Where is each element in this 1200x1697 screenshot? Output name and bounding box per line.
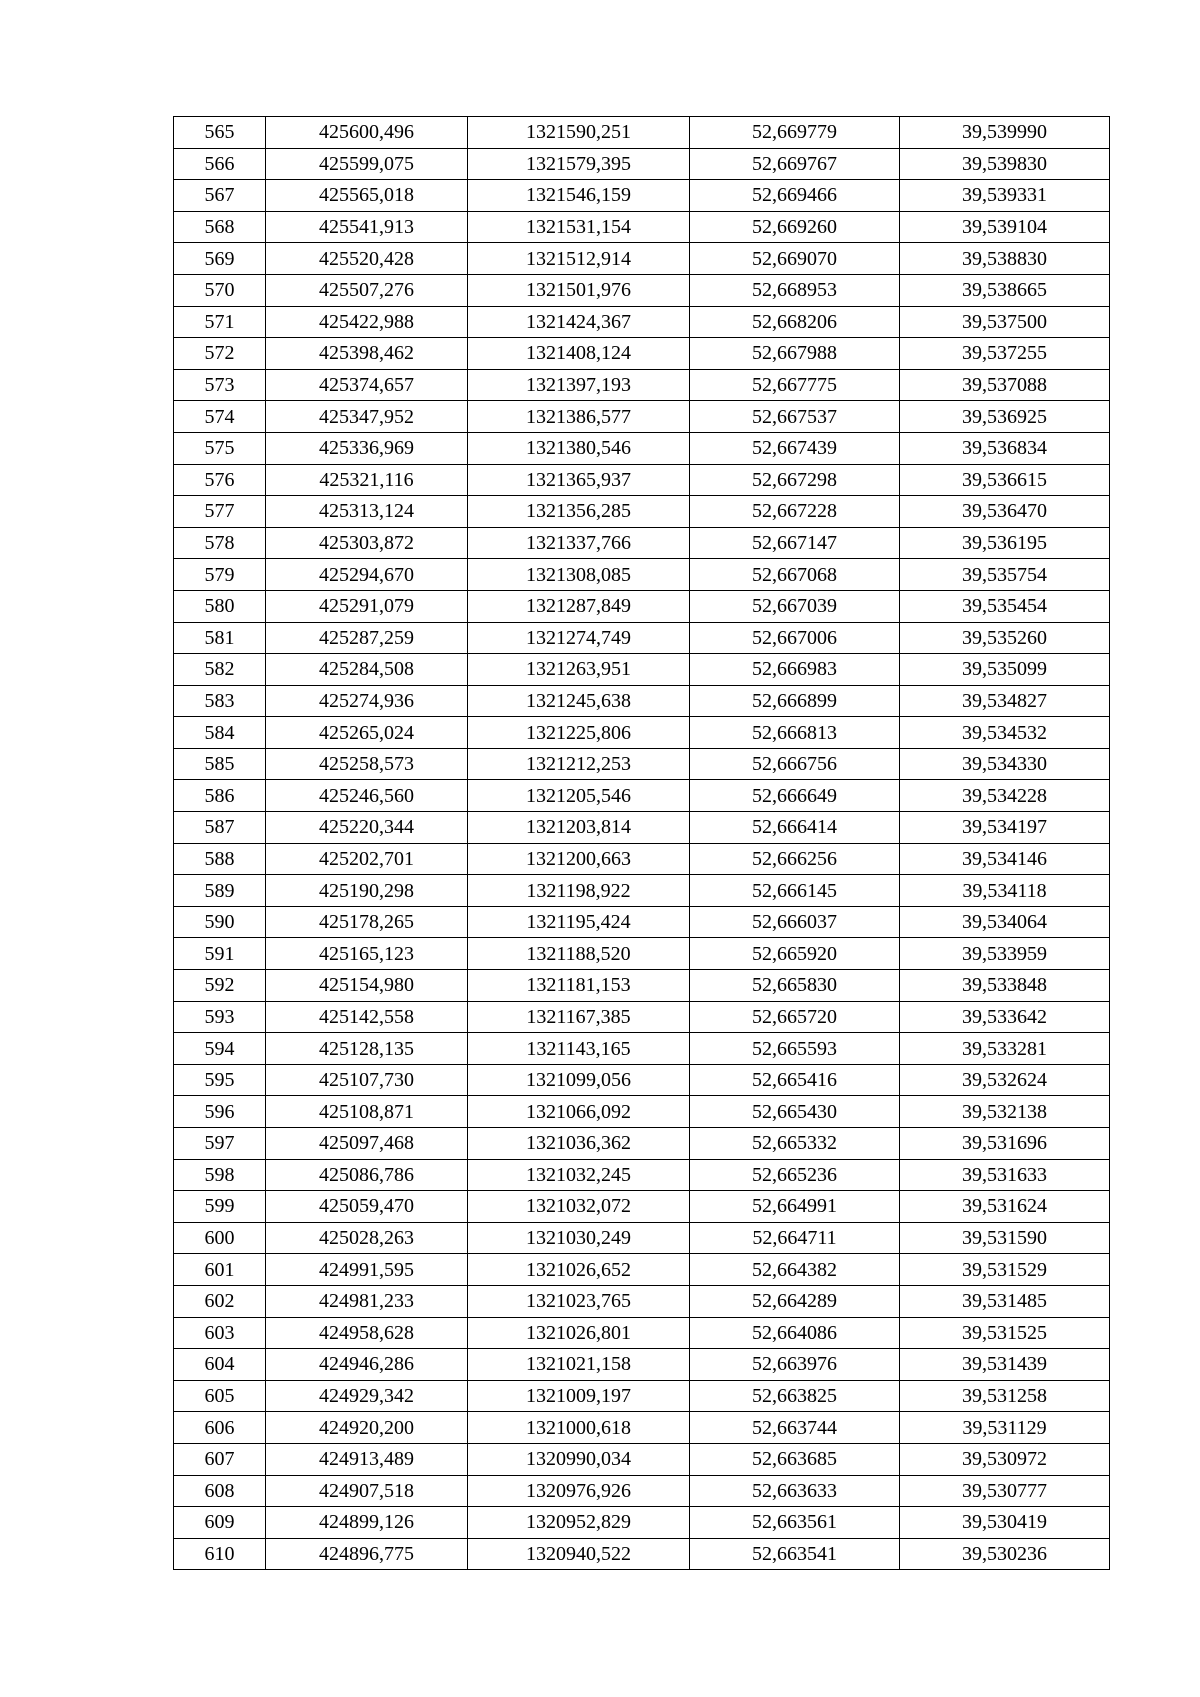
longitude-cell: 39,537088 <box>900 369 1110 401</box>
y-coordinate-cell: 1320976,926 <box>468 1475 690 1507</box>
table-row <box>174 970 1110 1002</box>
y-coordinate-cell: 1320940,522 <box>468 1538 690 1570</box>
longitude-cell: 39,531129 <box>900 1412 1110 1444</box>
longitude-cell: 39,536195 <box>900 527 1110 559</box>
x-coordinate-cell: 424929,342 <box>266 1380 468 1412</box>
longitude-cell: 39,532624 <box>900 1064 1110 1096</box>
y-coordinate-cell: 1321032,072 <box>468 1191 690 1223</box>
x-coordinate-cell: 424896,775 <box>266 1538 468 1570</box>
y-coordinate-cell: 1320952,829 <box>468 1507 690 1539</box>
point-number-cell: 575 <box>174 432 266 464</box>
latitude-cell: 52,665332 <box>690 1128 900 1160</box>
x-coordinate-cell: 425347,952 <box>266 401 468 433</box>
table-row <box>174 1475 1110 1507</box>
latitude-cell: 52,669260 <box>690 211 900 243</box>
y-coordinate-cell: 1321308,085 <box>468 559 690 591</box>
point-number-cell: 574 <box>174 401 266 433</box>
longitude-cell: 39,533281 <box>900 1033 1110 1065</box>
table-row <box>174 117 1110 149</box>
y-coordinate-cell: 1321512,914 <box>468 243 690 275</box>
table-row <box>174 1191 1110 1223</box>
y-coordinate-cell: 1321579,395 <box>468 148 690 180</box>
x-coordinate-cell: 425165,123 <box>266 938 468 970</box>
x-coordinate-cell: 425154,980 <box>266 970 468 1002</box>
x-coordinate-cell: 425107,730 <box>266 1064 468 1096</box>
longitude-cell: 39,539830 <box>900 148 1110 180</box>
x-coordinate-cell: 425265,024 <box>266 717 468 749</box>
latitude-cell: 52,665416 <box>690 1064 900 1096</box>
latitude-cell: 52,667006 <box>690 622 900 654</box>
longitude-cell: 39,533848 <box>900 970 1110 1002</box>
latitude-cell: 52,667039 <box>690 590 900 622</box>
table-row <box>174 1222 1110 1254</box>
x-coordinate-cell: 425303,872 <box>266 527 468 559</box>
y-coordinate-cell: 1321263,951 <box>468 654 690 686</box>
latitude-cell: 52,666256 <box>690 843 900 875</box>
x-coordinate-cell: 425178,265 <box>266 906 468 938</box>
latitude-cell: 52,664086 <box>690 1317 900 1349</box>
longitude-cell: 39,535754 <box>900 559 1110 591</box>
y-coordinate-cell: 1321188,520 <box>468 938 690 970</box>
latitude-cell: 52,663561 <box>690 1507 900 1539</box>
y-coordinate-cell: 1321225,806 <box>468 717 690 749</box>
point-number-cell: 592 <box>174 970 266 1002</box>
point-number-cell: 583 <box>174 685 266 717</box>
x-coordinate-cell: 425520,428 <box>266 243 468 275</box>
longitude-cell: 39,533959 <box>900 938 1110 970</box>
latitude-cell: 52,664382 <box>690 1254 900 1286</box>
latitude-cell: 52,667988 <box>690 338 900 370</box>
point-number-cell: 573 <box>174 369 266 401</box>
latitude-cell: 52,666813 <box>690 717 900 749</box>
y-coordinate-cell: 1321195,424 <box>468 906 690 938</box>
x-coordinate-cell: 425246,560 <box>266 780 468 812</box>
x-coordinate-cell: 425128,135 <box>266 1033 468 1065</box>
x-coordinate-cell: 425336,969 <box>266 432 468 464</box>
latitude-cell: 52,667068 <box>690 559 900 591</box>
x-coordinate-cell: 424907,518 <box>266 1475 468 1507</box>
latitude-cell: 52,665920 <box>690 938 900 970</box>
y-coordinate-cell: 1321009,197 <box>468 1380 690 1412</box>
table-row <box>174 1001 1110 1033</box>
point-number-cell: 576 <box>174 464 266 496</box>
y-coordinate-cell: 1321531,154 <box>468 211 690 243</box>
latitude-cell: 52,666899 <box>690 685 900 717</box>
y-coordinate-cell: 1321205,546 <box>468 780 690 812</box>
table-row <box>174 1507 1110 1539</box>
y-coordinate-cell: 1321023,765 <box>468 1285 690 1317</box>
point-number-cell: 580 <box>174 590 266 622</box>
table-row <box>174 685 1110 717</box>
latitude-cell: 52,664289 <box>690 1285 900 1317</box>
longitude-cell: 39,536470 <box>900 496 1110 528</box>
point-number-cell: 589 <box>174 875 266 907</box>
longitude-cell: 39,536615 <box>900 464 1110 496</box>
latitude-cell: 52,663744 <box>690 1412 900 1444</box>
table-row <box>174 748 1110 780</box>
longitude-cell: 39,532138 <box>900 1096 1110 1128</box>
longitude-cell: 39,531633 <box>900 1159 1110 1191</box>
longitude-cell: 39,530972 <box>900 1443 1110 1475</box>
table-row <box>174 496 1110 528</box>
x-coordinate-cell: 425028,263 <box>266 1222 468 1254</box>
table-row <box>174 906 1110 938</box>
y-coordinate-cell: 1321365,937 <box>468 464 690 496</box>
x-coordinate-cell: 425374,657 <box>266 369 468 401</box>
point-number-cell: 567 <box>174 180 266 212</box>
table-row <box>174 1285 1110 1317</box>
point-number-cell: 605 <box>174 1380 266 1412</box>
latitude-cell: 52,664991 <box>690 1191 900 1223</box>
table-row <box>174 464 1110 496</box>
latitude-cell: 52,667537 <box>690 401 900 433</box>
latitude-cell: 52,663825 <box>690 1380 900 1412</box>
x-coordinate-cell: 424946,286 <box>266 1349 468 1381</box>
x-coordinate-cell: 425258,573 <box>266 748 468 780</box>
latitude-cell: 52,666983 <box>690 654 900 686</box>
longitude-cell: 39,531439 <box>900 1349 1110 1381</box>
y-coordinate-cell: 1321026,801 <box>468 1317 690 1349</box>
latitude-cell: 52,667147 <box>690 527 900 559</box>
point-number-cell: 608 <box>174 1475 266 1507</box>
longitude-cell: 39,535260 <box>900 622 1110 654</box>
x-coordinate-cell: 425313,124 <box>266 496 468 528</box>
x-coordinate-cell: 425321,116 <box>266 464 468 496</box>
latitude-cell: 52,669767 <box>690 148 900 180</box>
longitude-cell: 39,534118 <box>900 875 1110 907</box>
y-coordinate-cell: 1321036,362 <box>468 1128 690 1160</box>
longitude-cell: 39,539104 <box>900 211 1110 243</box>
longitude-cell: 39,538665 <box>900 274 1110 306</box>
x-coordinate-cell: 424958,628 <box>266 1317 468 1349</box>
table-row <box>174 1380 1110 1412</box>
point-number-cell: 570 <box>174 274 266 306</box>
point-number-cell: 610 <box>174 1538 266 1570</box>
point-number-cell: 596 <box>174 1096 266 1128</box>
latitude-cell: 52,664711 <box>690 1222 900 1254</box>
table-row <box>174 1254 1110 1286</box>
table-row <box>174 211 1110 243</box>
x-coordinate-cell: 425202,701 <box>266 843 468 875</box>
table-row <box>174 717 1110 749</box>
x-coordinate-cell: 424920,200 <box>266 1412 468 1444</box>
latitude-cell: 52,665720 <box>690 1001 900 1033</box>
x-coordinate-cell: 425398,462 <box>266 338 468 370</box>
table-row <box>174 369 1110 401</box>
latitude-cell: 52,666756 <box>690 748 900 780</box>
longitude-cell: 39,535454 <box>900 590 1110 622</box>
y-coordinate-cell: 1321143,165 <box>468 1033 690 1065</box>
point-number-cell: 569 <box>174 243 266 275</box>
longitude-cell: 39,531529 <box>900 1254 1110 1286</box>
y-coordinate-cell: 1321287,849 <box>468 590 690 622</box>
table-row <box>174 274 1110 306</box>
longitude-cell: 39,531485 <box>900 1285 1110 1317</box>
longitude-cell: 39,537255 <box>900 338 1110 370</box>
y-coordinate-cell: 1321397,193 <box>468 369 690 401</box>
x-coordinate-cell: 425220,344 <box>266 812 468 844</box>
x-coordinate-cell: 425108,871 <box>266 1096 468 1128</box>
point-number-cell: 601 <box>174 1254 266 1286</box>
table-row <box>174 243 1110 275</box>
point-number-cell: 571 <box>174 306 266 338</box>
longitude-cell: 39,534146 <box>900 843 1110 875</box>
x-coordinate-cell: 425190,298 <box>266 875 468 907</box>
point-number-cell: 584 <box>174 717 266 749</box>
point-number-cell: 582 <box>174 654 266 686</box>
longitude-cell: 39,533642 <box>900 1001 1110 1033</box>
longitude-cell: 39,530777 <box>900 1475 1110 1507</box>
point-number-cell: 604 <box>174 1349 266 1381</box>
point-number-cell: 606 <box>174 1412 266 1444</box>
point-number-cell: 595 <box>174 1064 266 1096</box>
y-coordinate-cell: 1321386,577 <box>468 401 690 433</box>
point-number-cell: 565 <box>174 117 266 149</box>
latitude-cell: 52,669466 <box>690 180 900 212</box>
longitude-cell: 39,536834 <box>900 432 1110 464</box>
y-coordinate-cell: 1321000,618 <box>468 1412 690 1444</box>
table-row <box>174 1317 1110 1349</box>
coordinates-table <box>173 116 1110 1570</box>
point-number-cell: 598 <box>174 1159 266 1191</box>
latitude-cell: 52,663976 <box>690 1349 900 1381</box>
y-coordinate-cell: 1321356,285 <box>468 496 690 528</box>
table-row <box>174 1159 1110 1191</box>
table-row <box>174 654 1110 686</box>
longitude-cell: 39,534532 <box>900 717 1110 749</box>
table-row <box>174 306 1110 338</box>
y-coordinate-cell: 1320990,034 <box>468 1443 690 1475</box>
latitude-cell: 52,669779 <box>690 117 900 149</box>
point-number-cell: 566 <box>174 148 266 180</box>
x-coordinate-cell: 425287,259 <box>266 622 468 654</box>
latitude-cell: 52,669070 <box>690 243 900 275</box>
latitude-cell: 52,667439 <box>690 432 900 464</box>
x-coordinate-cell: 425599,075 <box>266 148 468 180</box>
table-row <box>174 148 1110 180</box>
x-coordinate-cell: 425565,018 <box>266 180 468 212</box>
latitude-cell: 52,666037 <box>690 906 900 938</box>
latitude-cell: 52,667228 <box>690 496 900 528</box>
y-coordinate-cell: 1321408,124 <box>468 338 690 370</box>
x-coordinate-cell: 425600,496 <box>266 117 468 149</box>
latitude-cell: 52,666649 <box>690 780 900 812</box>
longitude-cell: 39,531258 <box>900 1380 1110 1412</box>
point-number-cell: 600 <box>174 1222 266 1254</box>
coordinates-table-body <box>174 117 1110 1570</box>
table-row <box>174 1064 1110 1096</box>
y-coordinate-cell: 1321030,249 <box>468 1222 690 1254</box>
x-coordinate-cell: 424991,595 <box>266 1254 468 1286</box>
point-number-cell: 599 <box>174 1191 266 1223</box>
x-coordinate-cell: 425541,913 <box>266 211 468 243</box>
point-number-cell: 579 <box>174 559 266 591</box>
y-coordinate-cell: 1321337,766 <box>468 527 690 559</box>
table-row <box>174 1443 1110 1475</box>
x-coordinate-cell: 424981,233 <box>266 1285 468 1317</box>
y-coordinate-cell: 1321212,253 <box>468 748 690 780</box>
table-row <box>174 1096 1110 1128</box>
longitude-cell: 39,535099 <box>900 654 1110 686</box>
longitude-cell: 39,534228 <box>900 780 1110 812</box>
y-coordinate-cell: 1321167,385 <box>468 1001 690 1033</box>
longitude-cell: 39,531590 <box>900 1222 1110 1254</box>
table-row <box>174 590 1110 622</box>
table-row <box>174 812 1110 844</box>
longitude-cell: 39,534330 <box>900 748 1110 780</box>
longitude-cell: 39,530236 <box>900 1538 1110 1570</box>
x-coordinate-cell: 424913,489 <box>266 1443 468 1475</box>
y-coordinate-cell: 1321021,158 <box>468 1349 690 1381</box>
point-number-cell: 568 <box>174 211 266 243</box>
longitude-cell: 39,531624 <box>900 1191 1110 1223</box>
table-row <box>174 622 1110 654</box>
table-row <box>174 938 1110 970</box>
latitude-cell: 52,663685 <box>690 1443 900 1475</box>
y-coordinate-cell: 1321032,245 <box>468 1159 690 1191</box>
y-coordinate-cell: 1321198,922 <box>468 875 690 907</box>
longitude-cell: 39,537500 <box>900 306 1110 338</box>
latitude-cell: 52,663633 <box>690 1475 900 1507</box>
y-coordinate-cell: 1321245,638 <box>468 685 690 717</box>
point-number-cell: 597 <box>174 1128 266 1160</box>
table-row <box>174 1412 1110 1444</box>
longitude-cell: 39,539990 <box>900 117 1110 149</box>
y-coordinate-cell: 1321501,976 <box>468 274 690 306</box>
x-coordinate-cell: 425142,558 <box>266 1001 468 1033</box>
longitude-cell: 39,539331 <box>900 180 1110 212</box>
table-row <box>174 180 1110 212</box>
y-coordinate-cell: 1321066,092 <box>468 1096 690 1128</box>
y-coordinate-cell: 1321099,056 <box>468 1064 690 1096</box>
point-number-cell: 607 <box>174 1443 266 1475</box>
x-coordinate-cell: 425059,470 <box>266 1191 468 1223</box>
latitude-cell: 52,663541 <box>690 1538 900 1570</box>
longitude-cell: 39,536925 <box>900 401 1110 433</box>
table-row <box>174 559 1110 591</box>
point-number-cell: 577 <box>174 496 266 528</box>
y-coordinate-cell: 1321590,251 <box>468 117 690 149</box>
latitude-cell: 52,668953 <box>690 274 900 306</box>
x-coordinate-cell: 425422,988 <box>266 306 468 338</box>
x-coordinate-cell: 425097,468 <box>266 1128 468 1160</box>
latitude-cell: 52,666414 <box>690 812 900 844</box>
point-number-cell: 591 <box>174 938 266 970</box>
y-coordinate-cell: 1321026,652 <box>468 1254 690 1286</box>
point-number-cell: 587 <box>174 812 266 844</box>
point-number-cell: 590 <box>174 906 266 938</box>
latitude-cell: 52,667775 <box>690 369 900 401</box>
y-coordinate-cell: 1321546,159 <box>468 180 690 212</box>
point-number-cell: 588 <box>174 843 266 875</box>
point-number-cell: 581 <box>174 622 266 654</box>
latitude-cell: 52,668206 <box>690 306 900 338</box>
point-number-cell: 578 <box>174 527 266 559</box>
table-row <box>174 527 1110 559</box>
table-row <box>174 875 1110 907</box>
table-row <box>174 338 1110 370</box>
y-coordinate-cell: 1321200,663 <box>468 843 690 875</box>
table-row <box>174 432 1110 464</box>
longitude-cell: 39,534064 <box>900 906 1110 938</box>
table-row <box>174 401 1110 433</box>
latitude-cell: 52,665236 <box>690 1159 900 1191</box>
latitude-cell: 52,666145 <box>690 875 900 907</box>
point-number-cell: 586 <box>174 780 266 812</box>
table-row <box>174 843 1110 875</box>
y-coordinate-cell: 1321181,153 <box>468 970 690 1002</box>
point-number-cell: 585 <box>174 748 266 780</box>
longitude-cell: 39,534827 <box>900 685 1110 717</box>
point-number-cell: 593 <box>174 1001 266 1033</box>
table-row <box>174 1128 1110 1160</box>
latitude-cell: 52,665593 <box>690 1033 900 1065</box>
table-row <box>174 780 1110 812</box>
latitude-cell: 52,667298 <box>690 464 900 496</box>
longitude-cell: 39,530419 <box>900 1507 1110 1539</box>
x-coordinate-cell: 425294,670 <box>266 559 468 591</box>
point-number-cell: 594 <box>174 1033 266 1065</box>
longitude-cell: 39,538830 <box>900 243 1110 275</box>
latitude-cell: 52,665830 <box>690 970 900 1002</box>
point-number-cell: 602 <box>174 1285 266 1317</box>
y-coordinate-cell: 1321380,546 <box>468 432 690 464</box>
y-coordinate-cell: 1321274,749 <box>468 622 690 654</box>
x-coordinate-cell: 424899,126 <box>266 1507 468 1539</box>
longitude-cell: 39,531696 <box>900 1128 1110 1160</box>
point-number-cell: 603 <box>174 1317 266 1349</box>
x-coordinate-cell: 425274,936 <box>266 685 468 717</box>
longitude-cell: 39,534197 <box>900 812 1110 844</box>
longitude-cell: 39,531525 <box>900 1317 1110 1349</box>
table-row <box>174 1349 1110 1381</box>
point-number-cell: 609 <box>174 1507 266 1539</box>
table-row <box>174 1538 1110 1570</box>
x-coordinate-cell: 425507,276 <box>266 274 468 306</box>
x-coordinate-cell: 425291,079 <box>266 590 468 622</box>
x-coordinate-cell: 425086,786 <box>266 1159 468 1191</box>
point-number-cell: 572 <box>174 338 266 370</box>
x-coordinate-cell: 425284,508 <box>266 654 468 686</box>
y-coordinate-cell: 1321203,814 <box>468 812 690 844</box>
latitude-cell: 52,665430 <box>690 1096 900 1128</box>
y-coordinate-cell: 1321424,367 <box>468 306 690 338</box>
table-row <box>174 1033 1110 1065</box>
